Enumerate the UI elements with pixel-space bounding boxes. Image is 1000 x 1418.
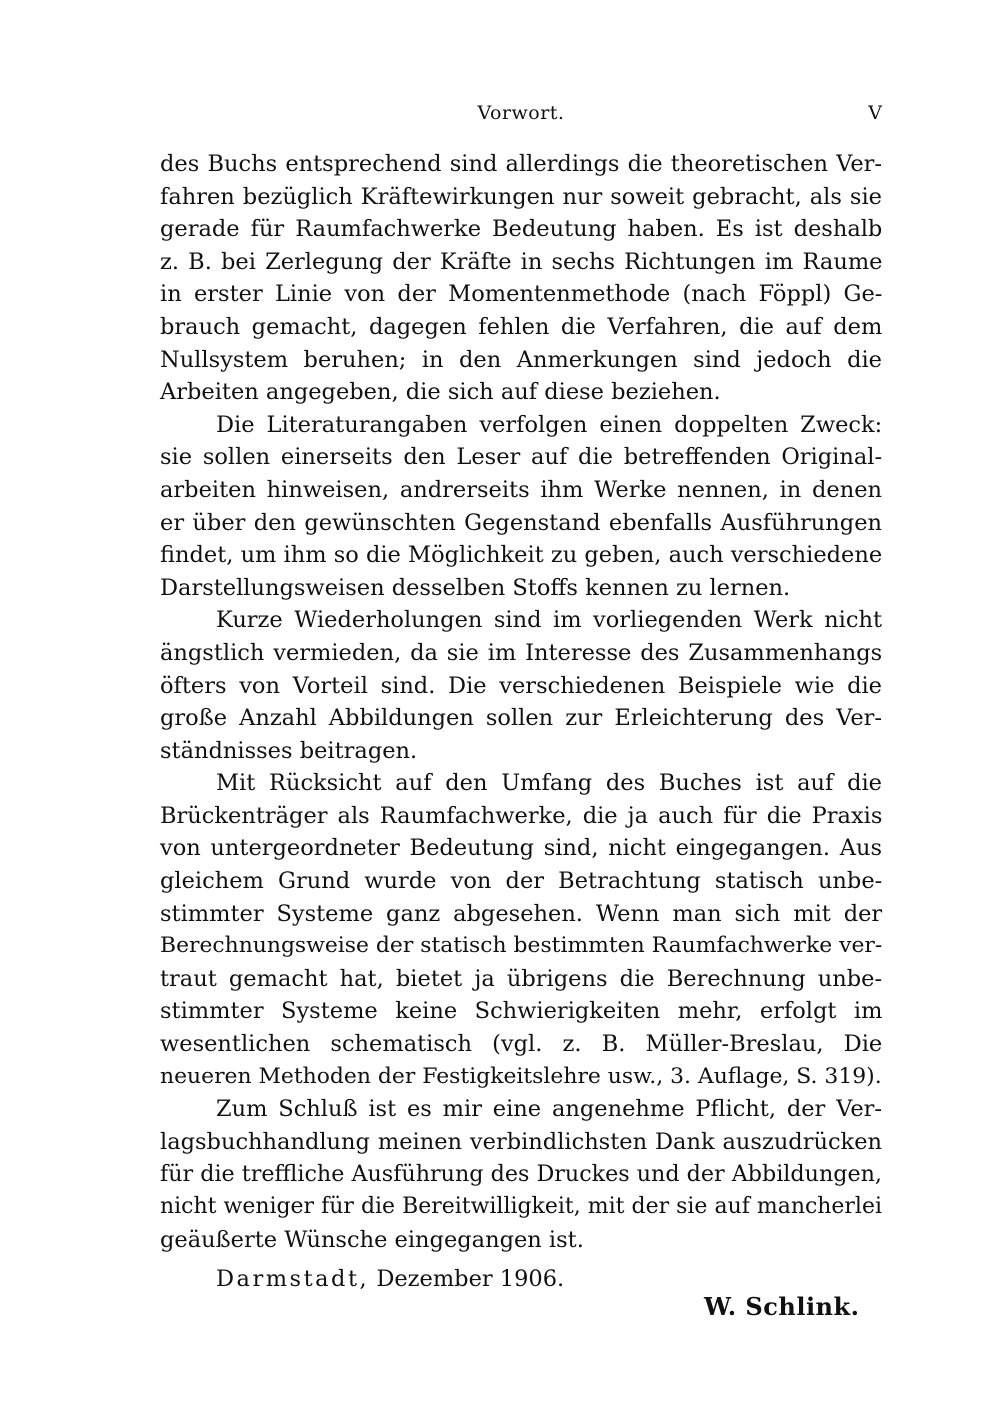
text-line: fahren bezüglich Kräftewirkungen nur soweit gebracht, als sie: [160, 183, 882, 210]
text-line: gleichem Grund wurde von der Betrachtung statisch unbe-: [160, 868, 883, 895]
text-line: stimmter Systeme ganz abgesehen. Wenn man sich mit der: [160, 900, 883, 927]
text-line: öfters von Vorteil sind. Die verschiedenen Beispiele wie die: [160, 672, 882, 699]
body-text: [160, 148, 882, 1256]
paragraph: [160, 767, 882, 1093]
author-signature: W. Schlink.: [704, 1292, 860, 1321]
text-line: er über den gewünschten Gegenstand ebenfalls Ausführungen: [160, 509, 882, 536]
text-line: ständnisses beitragen.: [160, 737, 418, 764]
text-line: Zum Schluß ist es mir eine angenehme Pflicht, der Ver-: [216, 1096, 882, 1123]
text-line: lagsbuchhandlung meinen verbindlichsten Dank auszudrücken: [160, 1128, 882, 1155]
text-line: Arbeiten angegeben, die sich auf diese beziehen.: [160, 379, 721, 406]
paragraph: [160, 1093, 882, 1256]
text-line: z. B. bei Zerlegung der Kräfte in sechs Richtungen im Raume: [160, 248, 883, 275]
text-line: große Anzahl Abbildungen sollen zur Erleichterung des Ver-: [160, 705, 882, 732]
closing-date: Dezember 1906.: [376, 1266, 565, 1292]
page-number: V: [868, 102, 882, 124]
paragraph: [160, 409, 882, 605]
text-line: für die treffliche Ausführung des Druckes und der Abbildungen,: [160, 1161, 882, 1188]
text-line: brauch gemacht, dagegen fehlen die Verfahren, die auf dem: [160, 313, 883, 340]
text-line: gerade für Raumfachwerke Bedeutung haben. Es ist deshalb: [160, 216, 883, 243]
text-line: wesentlichen schematisch (vgl. z. B. Müller-Breslau, Die: [160, 1031, 883, 1058]
closing-line: [216, 1266, 564, 1292]
text-line: Darstellungsweisen desselben Stoffs kennen zu lernen.: [160, 574, 791, 601]
text-line: ängstlich vermieden, da sie im Interesse des Zusammenhangs: [160, 639, 883, 666]
text-line: in erster Linie von der Momentenmethode (nach Föppl) Ge-: [160, 281, 883, 308]
running-title: Vorwort.: [477, 102, 565, 124]
text-line: Berechnungsweise der statisch bestimmten Raumfachwerke ver-: [160, 933, 883, 959]
text-line: nicht weniger für die Bereitwilligkeit, mit der sie auf mancherlei: [160, 1194, 882, 1219]
text-line: traut gemacht hat, bietet ja übrigens die Berechnung unbe-: [160, 965, 883, 992]
text-line: Brückenträger als Raumfachwerke, die ja auch für die Praxis: [160, 802, 883, 829]
running-head: [160, 96, 882, 128]
text-line: geäußerte Wünsche eingegangen ist.: [160, 1226, 584, 1253]
closing-place: Darmstadt,: [216, 1266, 370, 1292]
text-line: sie sollen einerseits den Leser auf die betreffenden Original-: [160, 444, 883, 471]
text-line: findet, um ihm so die Möglichkeit zu geben, auch verschiedene: [160, 542, 883, 569]
text-line: von untergeordneter Bedeutung sind, nicht eingegangen. Aus: [160, 835, 882, 862]
text-line: neueren Methoden der Festigkeitslehre usw., 3. Auflage, S. 319).: [160, 1063, 882, 1089]
text-line: Kurze Wiederholungen sind im vorliegenden Werk nicht: [216, 607, 882, 634]
text-line: stimmter Systeme keine Schwierigkeiten mehr, erfolgt im: [160, 998, 883, 1025]
text-line: Die Literaturangaben verfolgen einen doppelten Zweck:: [216, 411, 883, 438]
text-line: Nullsystem beruhen; in den Anmerkungen sind jedoch die: [160, 346, 882, 373]
paragraph: [160, 148, 882, 409]
text-line: Mit Rücksicht auf den Umfang des Buches ist auf die: [216, 770, 882, 797]
text-line: arbeiten hinweisen, andrerseits ihm Werke nennen, in denen: [160, 476, 883, 503]
text-line: des Buchs entsprechend sind allerdings die theoretischen Ver-: [160, 151, 882, 177]
paragraph: [160, 604, 882, 767]
